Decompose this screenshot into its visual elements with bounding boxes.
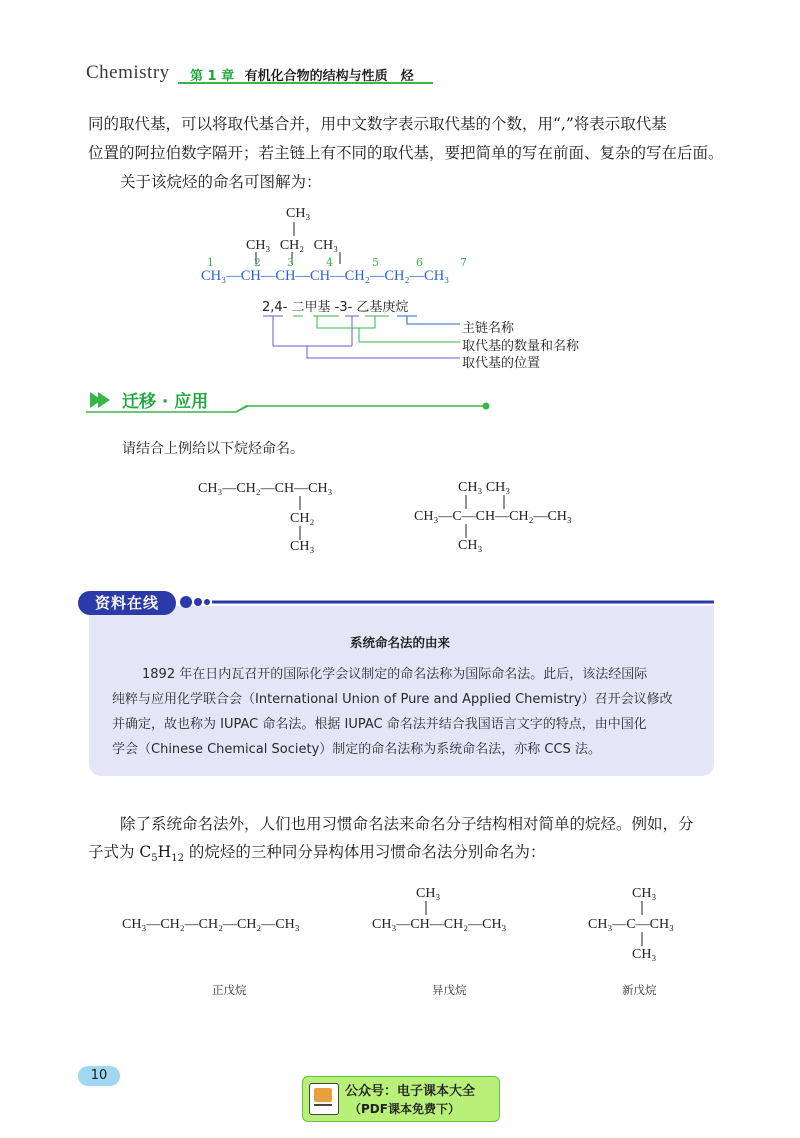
isomer-neopentane-bottom: CH₃: [632, 947, 657, 962]
mol1-bond-1: [296, 496, 306, 512]
chain-number-6: 6: [416, 256, 423, 269]
isomer-neopentane: CH₃—C—CH₃: [588, 917, 674, 932]
header-brand: Chemistry: [86, 62, 170, 83]
info-box-line-1: 1892 年在日内瓦召开的国际化学会议制定的命名法称为国际命名法。此后，该法经国际: [142, 667, 648, 682]
header-underline: [178, 80, 438, 88]
isomer-neopentane-name: 新戊烷: [622, 983, 657, 997]
isomer-n-pentane: CH₃—CH₂—CH₂—CH₂—CH₃: [122, 917, 300, 932]
stamp-book-icon: [309, 1083, 339, 1115]
footer-stamp: [302, 1076, 500, 1122]
isomer-neopentane-top: CH₃: [632, 886, 657, 901]
diagram-sub-row: CH₃ CH₂ CH₃: [246, 238, 338, 253]
isomer-neopentane-bond-bottom: [638, 932, 648, 948]
stamp-line-1: 公众号：电子课本大全: [345, 1084, 476, 1099]
isomer-isopentane-name: 异戊烷: [432, 983, 467, 997]
info-box-subtitle: 系统命名法的由来: [349, 635, 450, 650]
isomer-n-pentane-name: 正戊烷: [212, 983, 247, 997]
intro-line-1: 同的取代基，可以将取代基合并，用中文数字表示取代基的个数，用“,”将表示取代基: [88, 115, 667, 133]
mol1-sub2: CH₃: [290, 539, 315, 554]
isomer-isopentane-top: CH₃: [416, 886, 441, 901]
legend-position: 取代基的位置: [462, 356, 541, 371]
legend-substituent: 取代基的数量和名称: [462, 339, 580, 354]
common-line-2: 子式为 $C_5H_{12}$ 的烷烃的三种同分异构体用习惯命名法分别命名为：: [88, 843, 546, 865]
diagram-main-chain: CH₃—CH—CH—CH—CH₂—CH₂—CH₃: [201, 268, 450, 284]
bond-top: [290, 222, 300, 238]
info-box-line-3: 并确定，故也称为 IUPAC 命名法。根据 IUPAC 命名法并结合我国语言文字的特点，由中国化: [112, 717, 647, 732]
legend-main-chain: 主链名称: [462, 321, 515, 336]
diagram-brackets: [255, 312, 485, 372]
chain-number-7: 7: [460, 256, 467, 269]
info-box-line-4: 学会（Chinese Chemical Society）制定的命名法称为系统命名法，亦称 CCS 法。: [112, 742, 601, 757]
info-box-line-2: 纯粹与应用化学联合会（International Union of Pure and Applied Chemistry）召开会议修改: [112, 692, 673, 707]
info-box-title: 资料在线: [78, 591, 176, 615]
apply-section-title: 迁移 · 应用: [122, 392, 209, 412]
intro-line-3: 关于该烷烃的命名可图解为：: [120, 173, 322, 191]
mol1-sub1: CH₂: [290, 511, 315, 526]
isomer-isopentane-bond: [422, 901, 432, 917]
chain-number-4: 4: [326, 256, 333, 269]
chain-number-5: 5: [372, 256, 379, 269]
mol2-main: CH₃—C—CH—CH₂—CH₃: [414, 509, 572, 524]
chapter-number: 第 1 章: [190, 69, 235, 84]
mol1-main: CH₃—CH₂—CH—CH₃: [198, 481, 333, 496]
apply-prompt: 请结合上例给以下烷烃命名。: [122, 441, 304, 457]
isomer-isopentane: CH₃—CH—CH₂—CH₃: [372, 917, 507, 932]
chapter-title: 有机化合物的结构与性质 烃: [244, 69, 414, 84]
chain-number-3: 3: [287, 256, 294, 269]
isomer-neopentane-bond-top: [638, 901, 648, 917]
diagram-name: 2,4- 二甲基 -3- 乙基庚烷: [262, 300, 409, 315]
chain-number-1: 1: [207, 256, 214, 269]
intro-line-2: 位置的阿拉伯数字隔开；若主链上有不同的取代基，要把简单的写在前面、复杂的写在后面。: [88, 144, 724, 162]
diagram-top-ch3: CH₃: [286, 206, 311, 221]
page-number: 10: [78, 1066, 120, 1086]
stamp-line-2: （PDF课本免费下）: [349, 1102, 460, 1116]
mol2-bottom: CH₃: [458, 538, 483, 553]
common-line-1: 除了系统命名法外，人们也用习惯命名法来命名分子结构相对简单的烷烃。例如，分: [120, 815, 694, 833]
chain-number-2: 2: [254, 256, 261, 269]
mol2-top: CH₃ CH₃: [458, 480, 511, 495]
